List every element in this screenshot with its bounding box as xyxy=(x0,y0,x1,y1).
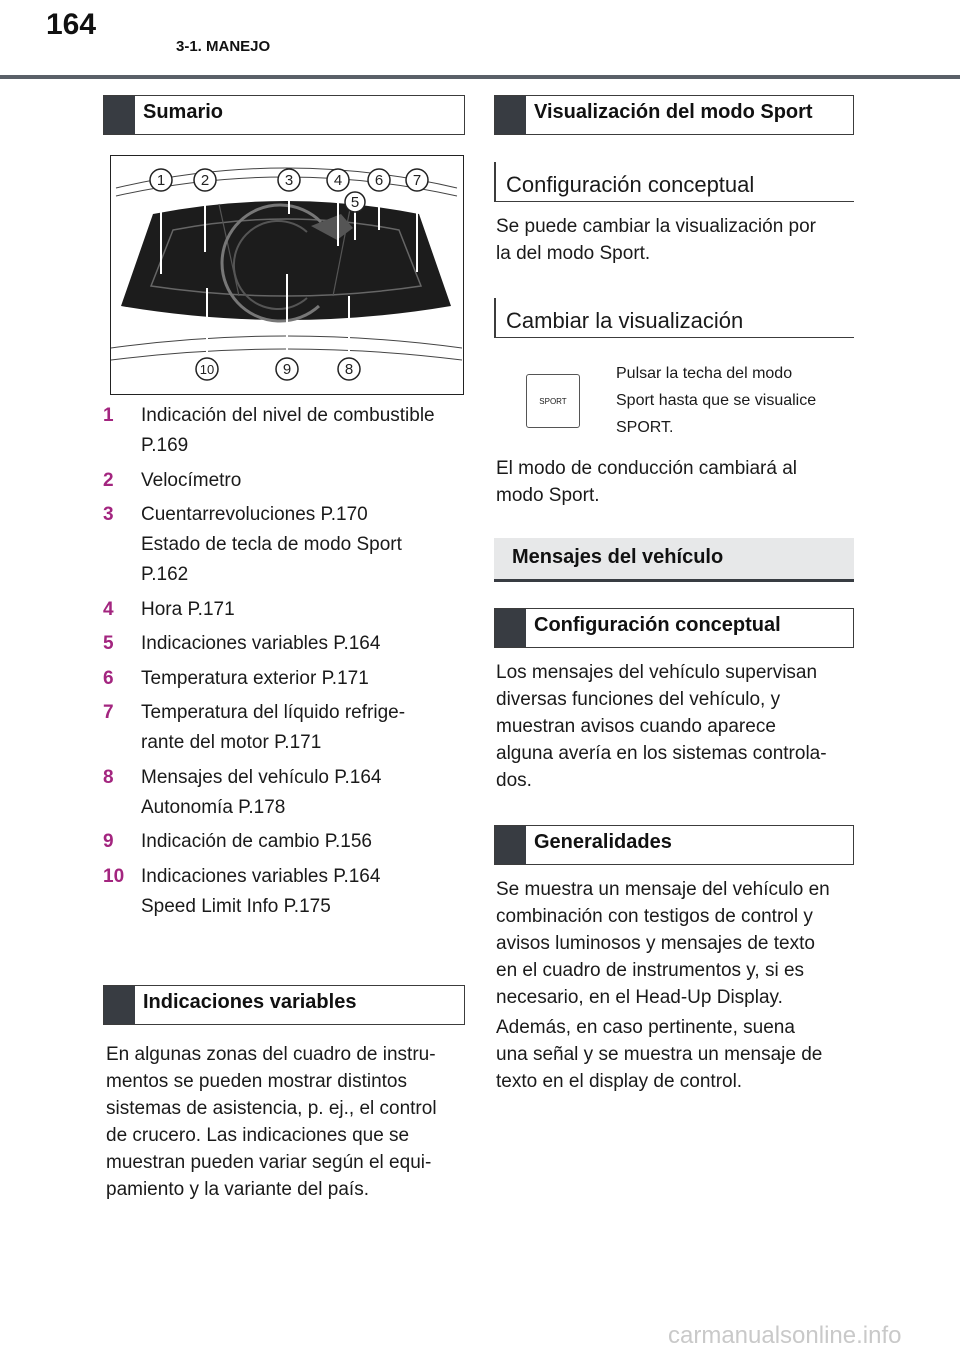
legend-number: 9 xyxy=(103,831,114,852)
page-number: 164 xyxy=(46,8,97,41)
text-line: Pulsar la techa del modo xyxy=(616,365,793,382)
chapter-title: 3-1. MANEJO xyxy=(176,38,271,55)
text-line: diversas funciones del vehículo, y xyxy=(496,689,781,710)
heading-generalidades xyxy=(494,825,854,865)
instrument-cluster-figure xyxy=(110,155,464,395)
legend-number: 7 xyxy=(103,702,114,723)
subheading-cambiar xyxy=(494,298,854,338)
heading-bar xyxy=(495,609,526,647)
legend-line: Temperatura del líquido refrige- xyxy=(141,702,406,723)
watermark: carmanualsonline.info xyxy=(668,1322,902,1349)
subheading-text: Cambiar la visualización xyxy=(506,308,744,333)
text-line: muestran avisos cuando aparece xyxy=(496,716,776,737)
text-line: Sport hasta que se visualice xyxy=(616,392,817,409)
legend-line: P.169 xyxy=(141,435,189,456)
legend-line: Indicación de cambio P.156 xyxy=(141,831,372,852)
legend-number: 8 xyxy=(103,766,114,788)
text-line: SPORT. xyxy=(616,419,674,436)
legend-line: Temperatura exterior P.171 xyxy=(141,667,369,689)
heading-text: Generalidades xyxy=(534,831,672,853)
legend-number: 4 xyxy=(103,598,114,620)
config1-paragraph xyxy=(496,213,856,267)
heading-bar xyxy=(495,826,526,864)
legend-number: 5 xyxy=(103,633,114,654)
legend-line: Hora P.171 xyxy=(141,598,235,620)
cambio-paragraph xyxy=(496,455,856,509)
legend-line: Cuentarrevoluciones P.170 xyxy=(141,504,368,525)
text-line: texto en el display de control. xyxy=(496,1071,743,1092)
text-line: una señal y se muestra un mensaje de xyxy=(496,1044,823,1065)
callout-1: 1 xyxy=(156,172,166,189)
text-line: necesario, en el Head-Up Display. xyxy=(496,987,783,1008)
heading-configuracion-conceptual xyxy=(494,608,854,648)
text-line: mentos se pueden mostrar distintos xyxy=(106,1071,407,1092)
subheading-text: Configuración conceptual xyxy=(506,172,755,197)
sport-key-instruction xyxy=(616,360,856,441)
text-line: la del modo Sport. xyxy=(496,243,651,264)
heading-text: Sumario xyxy=(143,101,224,123)
text-line: Se puede cambiar la visualización por xyxy=(496,216,817,237)
callout-6: 6 xyxy=(374,172,384,189)
cluster-illustration xyxy=(111,156,462,393)
legend-item xyxy=(103,401,463,461)
indicaciones-paragraph xyxy=(106,1041,466,1203)
legend-line: Indicación del nivel de combustible xyxy=(141,405,435,426)
text-line: en el cuadro de instrumentos y, si es xyxy=(496,960,805,981)
legend-item xyxy=(103,466,463,496)
legend-item xyxy=(103,629,463,659)
sport-key-icon xyxy=(526,374,580,428)
callout-5: 5 xyxy=(350,194,360,211)
text-line: El modo de conducción cambiará al xyxy=(496,458,798,479)
heading-text: Configuración conceptual xyxy=(534,614,781,636)
generalidades-paragraph-1 xyxy=(496,876,858,1011)
callout-7: 7 xyxy=(412,172,422,189)
heading-bar xyxy=(104,986,135,1024)
heading-modo-sport xyxy=(494,95,854,135)
text-line: En algunas zonas del cuadro de instru- xyxy=(106,1044,436,1065)
text-line: Los mensajes del vehículo supervisan xyxy=(496,662,818,683)
text-line: modo Sport. xyxy=(496,485,600,506)
heading-text: Mensajes del vehículo xyxy=(512,546,724,568)
config2-paragraph xyxy=(496,659,858,794)
generalidades-paragraph-2 xyxy=(496,1014,858,1095)
legend-line: Indicaciones variables P.164 xyxy=(141,865,381,887)
header-rule xyxy=(0,75,960,79)
heading-indicaciones-variables xyxy=(103,985,465,1025)
legend-item xyxy=(103,862,463,922)
legend-number: 10 xyxy=(103,865,125,887)
legend-item xyxy=(103,763,463,823)
text-line: pamiento y la variante del país. xyxy=(106,1179,369,1200)
text-line: avisos luminosos y mensajes de texto xyxy=(496,933,815,954)
heading-bar xyxy=(495,96,526,134)
text-line: sistemas de asistencia, p. ej., el control xyxy=(106,1098,437,1119)
legend-line: Speed Limit Info P.175 xyxy=(141,895,331,917)
sport-key-label: SPORT xyxy=(539,397,567,406)
legend-item xyxy=(103,698,463,758)
text-line: Se muestra un mensaje del vehículo en xyxy=(496,879,830,900)
legend-line: P.162 xyxy=(141,564,189,585)
text-line: muestran pueden variar según el equi- xyxy=(106,1152,432,1173)
legend-line: Indicaciones variables P.164 xyxy=(141,633,381,654)
heading-text: Visualización del modo Sport xyxy=(534,101,813,123)
callout-3: 3 xyxy=(284,172,294,189)
legend-item xyxy=(103,827,463,857)
callout-4: 4 xyxy=(333,172,343,189)
callout-9: 9 xyxy=(282,361,292,378)
heading-mensajes-vehiculo xyxy=(494,538,854,582)
legend-number: 3 xyxy=(103,504,114,525)
legend-line: Estado de tecla de modo Sport xyxy=(141,534,402,555)
heading-text: Indicaciones variables xyxy=(143,991,357,1013)
legend-line: Velocímetro xyxy=(141,469,242,491)
legend-line: Autonomía P.178 xyxy=(141,796,286,818)
callout-10: 10 xyxy=(199,362,215,377)
text-line: alguna avería en los sistemas controla- xyxy=(496,743,827,764)
legend-item xyxy=(103,664,463,694)
legend-line: rante del motor P.171 xyxy=(141,732,322,753)
legend-item xyxy=(103,500,463,590)
callout-8: 8 xyxy=(344,361,354,378)
subheading-configuracion xyxy=(494,162,854,202)
legend-line: Mensajes del vehículo P.164 xyxy=(141,766,382,788)
heading-bar xyxy=(104,96,135,134)
heading-sumario xyxy=(103,95,465,135)
legend-item xyxy=(103,595,463,625)
text-line: Además, en caso pertinente, suena xyxy=(496,1017,795,1038)
text-line: dos. xyxy=(496,770,532,791)
text-line: de crucero. Las indicaciones que se xyxy=(106,1125,410,1146)
text-line: combinación con testigos de control y xyxy=(496,906,813,927)
legend-number: 6 xyxy=(103,667,114,689)
legend-number: 2 xyxy=(103,469,114,491)
callout-2: 2 xyxy=(200,172,210,189)
figure-legend xyxy=(103,401,463,926)
legend-number: 1 xyxy=(103,405,114,426)
